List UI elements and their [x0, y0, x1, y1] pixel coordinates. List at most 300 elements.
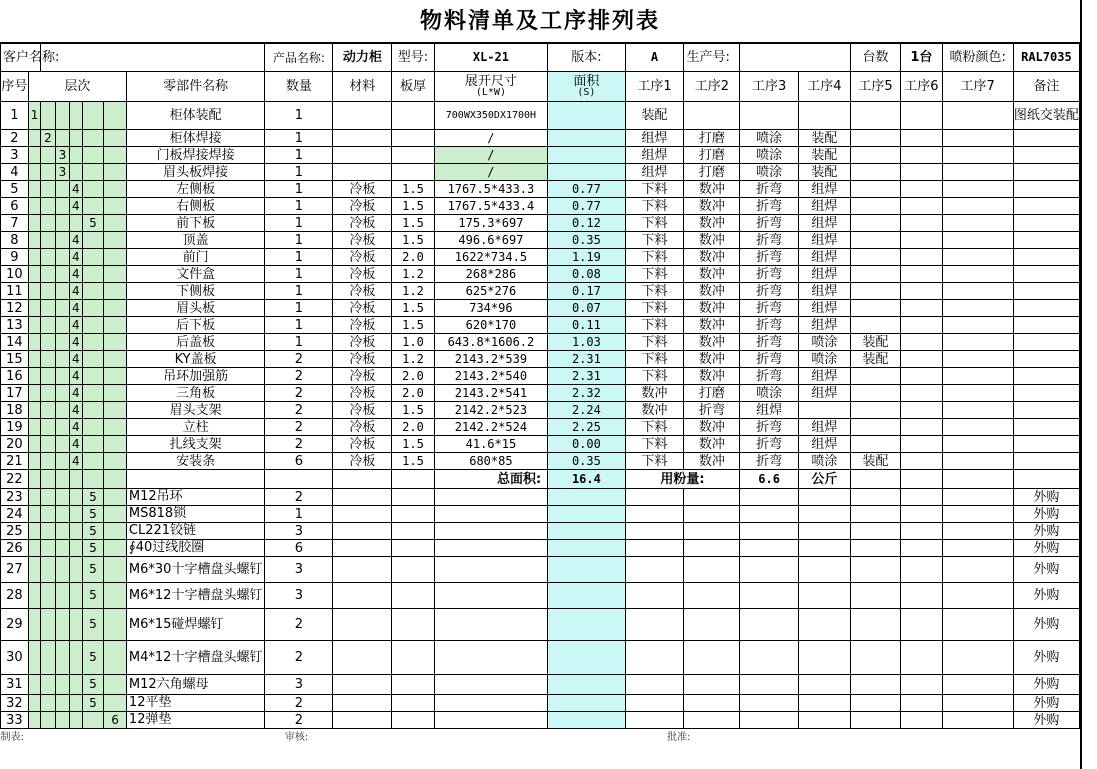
row-seq: 31 — [1, 675, 29, 695]
row-material: 冷板 — [333, 266, 392, 283]
row-area — [548, 164, 625, 181]
row-remark — [1013, 470, 1079, 489]
row-part-name: 右侧板 — [126, 198, 264, 215]
row-remark: 外购 — [1013, 489, 1079, 506]
header-dim-sub: (L*W) — [475, 87, 506, 98]
row-op2 — [684, 641, 740, 675]
model-value[interactable]: XL-21 — [434, 44, 548, 72]
row-op2: 数冲 — [684, 232, 740, 249]
row-op4: 组焊 — [799, 300, 851, 317]
row-qty: 1 — [265, 198, 333, 215]
row-op6 — [901, 164, 942, 181]
row-op2: 数冲 — [684, 283, 740, 300]
level-cell-3 — [55, 215, 69, 232]
row-op7 — [942, 232, 1013, 249]
row-op5 — [850, 266, 901, 283]
row-op7 — [942, 641, 1013, 675]
row-op2: 数冲 — [684, 300, 740, 317]
level-value: 6 — [104, 712, 127, 729]
header-op4: 工序4 — [799, 72, 851, 102]
level-value: 5 — [82, 506, 104, 523]
row-dimension: 2142.2*523 — [434, 402, 548, 419]
level-cell-1 — [28, 402, 40, 419]
row-part-name: 安装条 — [126, 453, 264, 470]
row-op6 — [901, 453, 942, 470]
table-row — [1, 351, 1080, 368]
row-op7 — [942, 557, 1013, 583]
row-op2: 折弯 — [684, 402, 740, 419]
row-op5 — [850, 489, 901, 506]
level-cell-3 — [55, 385, 69, 402]
row-thickness — [392, 641, 434, 675]
row-op3: 折弯 — [740, 334, 799, 351]
row-op5 — [850, 540, 901, 557]
row-qty: 2 — [265, 695, 333, 712]
approved-by-label: 批准: — [667, 732, 691, 744]
purchased-row — [1, 523, 1080, 540]
row-area: 2.24 — [548, 402, 625, 419]
row-op5 — [850, 102, 901, 130]
header-op1: 工序1 — [625, 72, 684, 102]
totals-row — [1, 470, 1080, 489]
row-remark: 外购 — [1013, 583, 1079, 609]
row-dimension — [434, 675, 548, 695]
level-cell-2 — [41, 334, 55, 351]
level-cell-5 — [82, 334, 104, 351]
level-value: 5 — [82, 557, 104, 583]
row-seq: 2 — [1, 130, 29, 147]
row-material: 冷板 — [333, 402, 392, 419]
powder-unit: 公斤 — [799, 470, 851, 489]
purchased-row — [1, 712, 1080, 729]
row-op3 — [740, 675, 799, 695]
row-qty — [265, 470, 333, 489]
row-thickness: 1.5 — [392, 402, 434, 419]
row-qty: 1 — [265, 300, 333, 317]
row-op3: 折弯 — [740, 317, 799, 334]
color-value[interactable]: RAL7035 — [1013, 44, 1079, 72]
header-area-sub: (S) — [577, 87, 596, 98]
level-cell-6 — [104, 453, 127, 470]
table-row — [1, 130, 1080, 147]
row-op6 — [901, 249, 942, 266]
row-thickness — [392, 583, 434, 609]
row-op3: 折弯 — [740, 300, 799, 317]
level-cell-1 — [28, 147, 40, 164]
level-value: 5 — [82, 215, 104, 232]
level-cell-1 — [28, 453, 40, 470]
row-op4: 装配 — [799, 147, 851, 164]
level-cell-1 — [28, 351, 40, 368]
row-op5 — [850, 470, 901, 489]
row-remark: 外购 — [1013, 609, 1079, 641]
prod-no-label: 生产号: — [684, 44, 740, 72]
row-op2: 数冲 — [684, 215, 740, 232]
level-cell-5 — [82, 351, 104, 368]
level-cell-1 — [28, 712, 40, 729]
row-material — [333, 164, 392, 181]
table-row — [1, 334, 1080, 351]
row-op5: 装配 — [850, 453, 901, 470]
version-value[interactable]: A — [625, 44, 684, 72]
purchased-row — [1, 583, 1080, 609]
row-op1: 组焊 — [625, 147, 684, 164]
row-op5 — [850, 641, 901, 675]
customer-value[interactable] — [41, 44, 265, 72]
row-op7 — [942, 489, 1013, 506]
row-op4: 喷涂 — [799, 351, 851, 368]
row-op3 — [740, 523, 799, 540]
row-area — [548, 641, 625, 675]
row-dimension: / — [434, 164, 548, 181]
level-cell-6 — [104, 675, 127, 695]
row-op3: 折弯 — [740, 283, 799, 300]
row-seq: 24 — [1, 506, 29, 523]
level-cell-3 — [55, 583, 69, 609]
row-remark: 外购 — [1013, 675, 1079, 695]
info-row — [1, 44, 1080, 72]
row-thickness: 1.5 — [392, 436, 434, 453]
level-cell-4 — [70, 675, 82, 695]
level-value: 4 — [70, 198, 82, 215]
row-op7 — [942, 540, 1013, 557]
row-dimension: 734*96 — [434, 300, 548, 317]
level-cell-6 — [104, 583, 127, 609]
row-op6 — [901, 334, 942, 351]
level-cell-6 — [104, 368, 127, 385]
row-area: 1.19 — [548, 249, 625, 266]
row-qty: 1 — [265, 506, 333, 523]
row-seq: 23 — [1, 489, 29, 506]
level-cell-1 — [28, 540, 40, 557]
row-op7 — [942, 368, 1013, 385]
level-cell-4 — [70, 712, 82, 729]
level-cell-3 — [55, 695, 69, 712]
row-op2: 数冲 — [684, 181, 740, 198]
row-seq: 30 — [1, 641, 29, 675]
level-cell-3 — [55, 317, 69, 334]
level-cell-4 — [70, 540, 82, 557]
row-thickness: 2.0 — [392, 385, 434, 402]
purchased-row — [1, 695, 1080, 712]
level-cell-6 — [104, 436, 127, 453]
level-cell-3 — [55, 402, 69, 419]
header-area — [548, 72, 625, 102]
row-op4 — [799, 402, 851, 419]
row-thickness: 1.2 — [392, 283, 434, 300]
row-dimension: 41.6*15 — [434, 436, 548, 453]
level-value: 5 — [82, 641, 104, 675]
level-cell-2 — [41, 317, 55, 334]
row-seq: 5 — [1, 181, 29, 198]
level-cell-3 — [55, 489, 69, 506]
row-part-name: M12六角螺母 — [126, 675, 264, 695]
level-value: 4 — [70, 317, 82, 334]
row-thickness — [392, 102, 434, 130]
level-cell-4 — [70, 583, 82, 609]
level-value: 4 — [70, 181, 82, 198]
level-value: 5 — [82, 583, 104, 609]
row-area — [548, 489, 625, 506]
row-seq: 4 — [1, 164, 29, 181]
row-op6 — [901, 557, 942, 583]
level-cell-2 — [41, 419, 55, 436]
row-seq: 13 — [1, 317, 29, 334]
row-op7 — [942, 436, 1013, 453]
row-op4 — [799, 557, 851, 583]
level-cell-5 — [82, 283, 104, 300]
row-qty: 2 — [265, 419, 333, 436]
row-op4: 组焊 — [799, 385, 851, 402]
row-area: 2.32 — [548, 385, 625, 402]
level-value: 4 — [70, 283, 82, 300]
row-op6 — [901, 198, 942, 215]
level-cell-5 — [82, 453, 104, 470]
level-cell-5 — [82, 198, 104, 215]
level-cell-6 — [104, 283, 127, 300]
level-cell-2 — [41, 470, 55, 489]
row-seq: 11 — [1, 283, 29, 300]
footer-row — [1, 729, 1080, 747]
level-cell-2 — [41, 583, 55, 609]
row-remark: 外购 — [1013, 712, 1079, 729]
row-seq: 8 — [1, 232, 29, 249]
row-op2: 数冲 — [684, 351, 740, 368]
row-dimension — [434, 540, 548, 557]
row-op4: 组焊 — [799, 436, 851, 453]
level-value: 5 — [82, 523, 104, 540]
row-material — [333, 557, 392, 583]
level-cell-2 — [41, 181, 55, 198]
row-op6 — [901, 540, 942, 557]
level-cell-4 — [70, 523, 82, 540]
row-qty: 1 — [265, 232, 333, 249]
header-op7: 工序7 — [942, 72, 1013, 102]
row-seq: 14 — [1, 334, 29, 351]
row-seq: 25 — [1, 523, 29, 540]
units-label: 台数 — [850, 44, 901, 72]
level-cell-4 — [70, 102, 82, 130]
level-cell-5 — [82, 385, 104, 402]
row-op6 — [901, 215, 942, 232]
level-cell-6 — [104, 695, 127, 712]
level-cell-1 — [28, 181, 40, 198]
level-value: 5 — [82, 695, 104, 712]
level-cell-5 — [82, 368, 104, 385]
level-cell-5 — [82, 300, 104, 317]
row-remark — [1013, 164, 1079, 181]
level-cell-1 — [28, 609, 40, 641]
level-value: 4 — [70, 453, 82, 470]
product-value[interactable]: 动力柜 — [333, 44, 392, 72]
row-thickness: 1.5 — [392, 300, 434, 317]
row-qty: 1 — [265, 317, 333, 334]
row-op5 — [850, 712, 901, 729]
row-dimension: 496.6*697 — [434, 232, 548, 249]
level-cell-6 — [104, 489, 127, 506]
row-op4: 组焊 — [799, 368, 851, 385]
row-thickness — [392, 130, 434, 147]
row-op4 — [799, 540, 851, 557]
row-op3: 折弯 — [740, 351, 799, 368]
row-part-name: 立柱 — [126, 419, 264, 436]
row-op3: 折弯 — [740, 232, 799, 249]
level-cell-2 — [41, 436, 55, 453]
row-op3 — [740, 583, 799, 609]
table-row — [1, 385, 1080, 402]
row-part-name — [126, 470, 264, 489]
level-cell-1 — [28, 489, 40, 506]
row-op4 — [799, 675, 851, 695]
row-qty: 6 — [265, 453, 333, 470]
row-op7 — [942, 385, 1013, 402]
row-dimension: 625*276 — [434, 283, 548, 300]
row-seq: 6 — [1, 198, 29, 215]
purchased-row — [1, 489, 1080, 506]
row-op5 — [850, 583, 901, 609]
row-op5 — [850, 368, 901, 385]
row-op3 — [740, 506, 799, 523]
row-remark: 外购 — [1013, 506, 1079, 523]
row-op1: 下料 — [625, 436, 684, 453]
row-thickness: 1.5 — [392, 232, 434, 249]
table-row — [1, 419, 1080, 436]
row-qty: 3 — [265, 557, 333, 583]
row-seq: 19 — [1, 419, 29, 436]
row-qty: 6 — [265, 540, 333, 557]
row-op7 — [942, 675, 1013, 695]
row-thickness — [392, 164, 434, 181]
row-op4 — [799, 583, 851, 609]
row-qty: 1 — [265, 130, 333, 147]
row-op2: 打磨 — [684, 147, 740, 164]
row-seq: 20 — [1, 436, 29, 453]
header-level: 层次 — [28, 72, 126, 102]
row-dimension: 2143.2*539 — [434, 351, 548, 368]
row-part-name: 前门 — [126, 249, 264, 266]
row-op5 — [850, 232, 901, 249]
row-thickness: 2.0 — [392, 419, 434, 436]
row-thickness — [392, 489, 434, 506]
row-op4: 组焊 — [799, 419, 851, 436]
row-material: 冷板 — [333, 300, 392, 317]
header-op6: 工序6 — [901, 72, 942, 102]
row-remark: 外购 — [1013, 641, 1079, 675]
units-value[interactable]: 1台 — [901, 44, 942, 72]
level-cell-4 — [70, 147, 82, 164]
row-remark — [1013, 402, 1079, 419]
prod-no-value[interactable] — [740, 44, 850, 72]
table-row — [1, 317, 1080, 334]
row-thickness — [392, 695, 434, 712]
level-cell-3 — [55, 523, 69, 540]
row-op7 — [942, 712, 1013, 729]
level-cell-5 — [82, 102, 104, 130]
header-dim — [434, 72, 548, 102]
row-thickness: 1.5 — [392, 317, 434, 334]
level-cell-4 — [70, 609, 82, 641]
row-op5 — [850, 300, 901, 317]
row-remark — [1013, 215, 1079, 232]
row-op2 — [684, 712, 740, 729]
product-label: 产品名称: — [265, 44, 333, 72]
level-cell-3 — [55, 436, 69, 453]
row-part-name: 门板焊接焊接 — [126, 147, 264, 164]
level-cell-6 — [104, 506, 127, 523]
row-op7 — [942, 164, 1013, 181]
powder-label: 用粉量: — [625, 470, 740, 489]
row-op6 — [901, 351, 942, 368]
level-cell-2 — [41, 712, 55, 729]
row-material: 冷板 — [333, 198, 392, 215]
level-cell-6 — [104, 609, 127, 641]
row-op6 — [901, 489, 942, 506]
row-op3: 折弯 — [740, 368, 799, 385]
row-op6 — [901, 419, 942, 436]
row-op5 — [850, 198, 901, 215]
row-part-name: M4*12十字槽盘头螺钉 — [126, 641, 264, 675]
level-value: 3 — [55, 147, 69, 164]
level-cell-5 — [82, 470, 104, 489]
row-area — [548, 506, 625, 523]
level-cell-5 — [82, 147, 104, 164]
row-area: 0.35 — [548, 453, 625, 470]
level-cell-4 — [70, 130, 82, 147]
row-op2: 数冲 — [684, 436, 740, 453]
row-op7 — [942, 351, 1013, 368]
row-op1 — [625, 641, 684, 675]
row-op5 — [850, 283, 901, 300]
level-cell-1 — [28, 334, 40, 351]
row-seq: 27 — [1, 557, 29, 583]
row-op6 — [901, 102, 942, 130]
row-part-name: 眉头板焊接 — [126, 164, 264, 181]
level-cell-2 — [41, 164, 55, 181]
level-cell-1 — [28, 283, 40, 300]
row-op5 — [850, 130, 901, 147]
table-row — [1, 198, 1080, 215]
color-label: 喷粉颜色: — [942, 44, 1013, 72]
row-op7 — [942, 198, 1013, 215]
row-part-name: 12弹垫 — [126, 712, 264, 729]
row-material: 冷板 — [333, 453, 392, 470]
row-material — [333, 523, 392, 540]
level-cell-1 — [28, 675, 40, 695]
row-remark: 外购 — [1013, 523, 1079, 540]
row-dimension: 175.3*697 — [434, 215, 548, 232]
level-value: 4 — [70, 266, 82, 283]
row-qty: 2 — [265, 436, 333, 453]
row-op4 — [799, 506, 851, 523]
row-op5 — [850, 164, 901, 181]
row-op1: 下料 — [625, 300, 684, 317]
row-seq: 32 — [1, 695, 29, 712]
level-value: 4 — [70, 402, 82, 419]
version-label: 版本: — [548, 44, 625, 72]
purchased-row — [1, 557, 1080, 583]
row-op6 — [901, 181, 942, 198]
row-material: 冷板 — [333, 249, 392, 266]
header-row — [1, 72, 1080, 102]
level-cell-6 — [104, 266, 127, 283]
level-cell-3 — [55, 712, 69, 729]
row-op1: 下料 — [625, 317, 684, 334]
row-op3: 折弯 — [740, 198, 799, 215]
row-remark — [1013, 419, 1079, 436]
row-part-name: M6*30十字槽盘头螺钉 — [126, 557, 264, 583]
row-area — [548, 583, 625, 609]
level-cell-1 — [28, 368, 40, 385]
